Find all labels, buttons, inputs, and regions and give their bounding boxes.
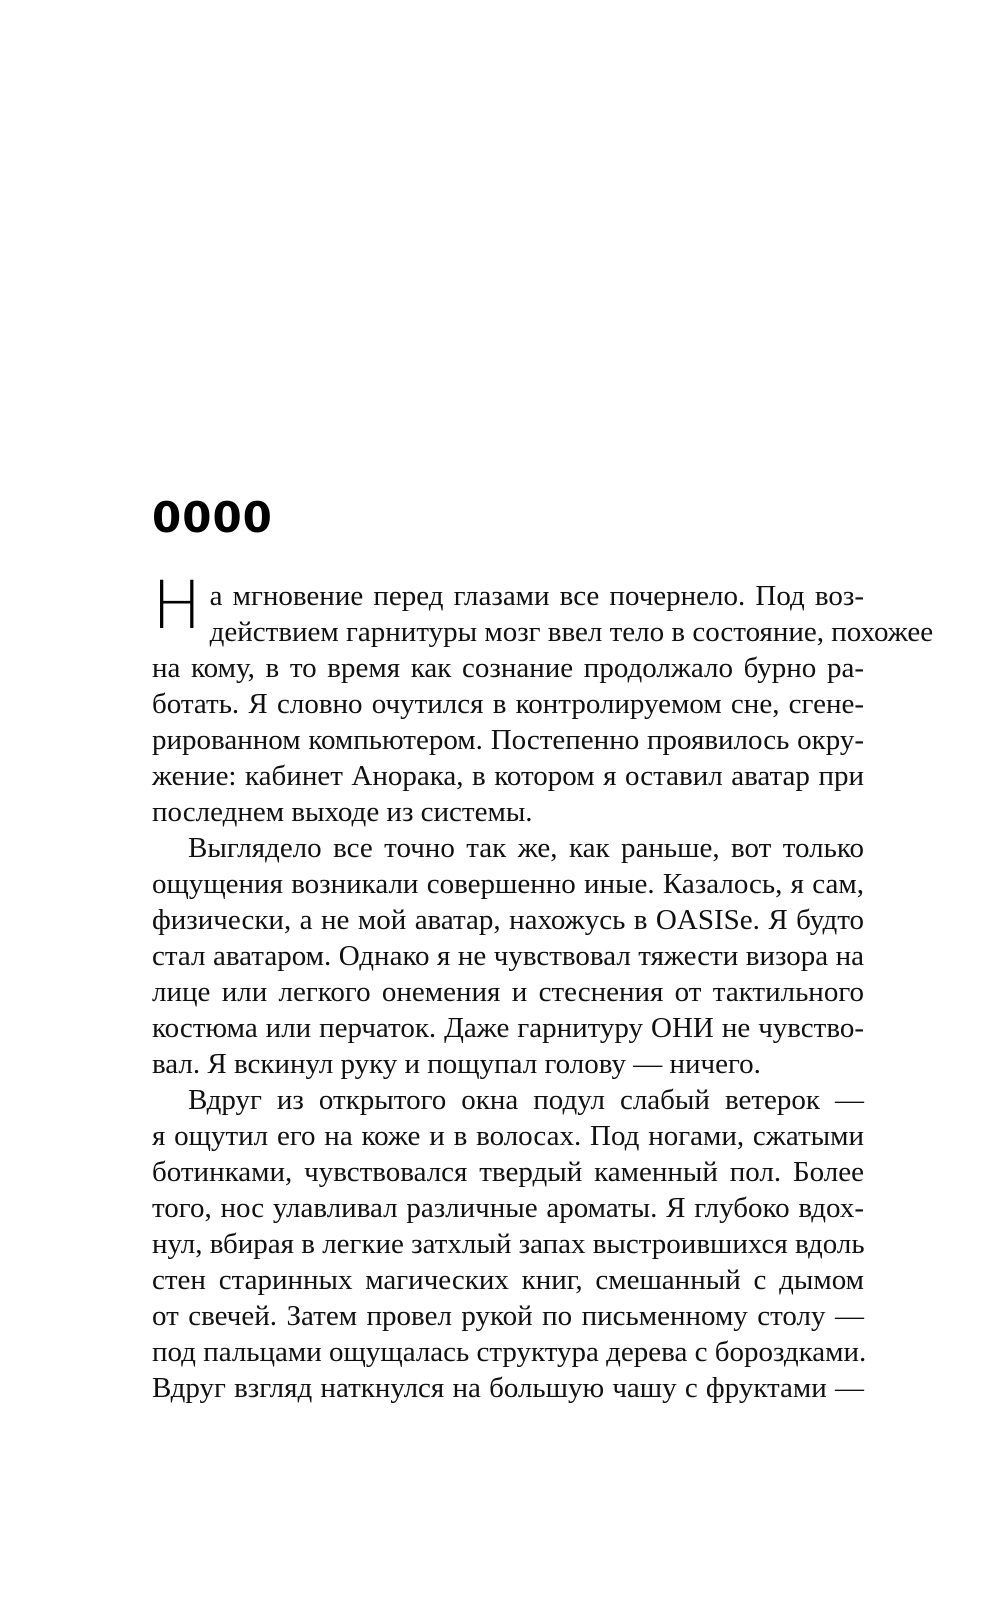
chapter-text: [152, 567, 934, 1406]
chapter-heading: 0000: [152, 493, 273, 542]
text-line: физически, а не мой аватар, нахожусь в OASISе. Я будто: [152, 904, 864, 936]
text-line: того, нос улавливал различные ароматы. Я глубоко вдох-: [152, 1192, 864, 1224]
text-line: стал аватаром. Однако я не чувствовал тяжести визора на: [152, 940, 864, 972]
text-line: на кому, в то время как сознание продолжало бурно ра-: [152, 652, 864, 684]
text-line: лице или легкого онемения и стеснения от тактильного: [152, 976, 864, 1008]
paragraph-1: [152, 567, 934, 830]
text-line: от свечей. Затем провел рукой по письменному столу —: [152, 1300, 864, 1332]
text-line: действием гарнитуры мозг ввел тело в состояние, похожее: [209, 616, 934, 648]
text-line: а мгновение перед глазами все почернело. Под воз-: [209, 580, 864, 612]
text-line: Вдруг из открытого окна подул слабый ветерок —: [188, 1084, 864, 1116]
text-line: последнем выходе из системы.: [152, 796, 533, 828]
text-line: ботать. Я словно очутился в контролируемом сне, сгене-: [152, 688, 864, 720]
text-line: я ощутил его на коже и в волосах. Под ногами, сжатыми: [152, 1120, 864, 1152]
text-line: костюма или перчаток. Даже гарнитуру ОНИ не чувство-: [152, 1012, 864, 1044]
text-line: ботинками, чувствовался твердый каменный пол. Более: [152, 1156, 864, 1188]
text-line: Вдруг взгляд наткнулся на большую чашу с фруктами —: [152, 1372, 864, 1404]
text-line: стен старинных магических книг, смешанный с дымом: [152, 1264, 864, 1296]
text-line: под пальцами ощущалась структура дерева с бороздками.: [152, 1336, 867, 1368]
text-line: рированном компьютером. Постепенно проявилось окру-: [152, 724, 864, 756]
text-line: ощущения возникали совершенно иные. Казалось, я сам,: [152, 868, 864, 900]
text-line: жение: кабинет Анорака, в котором я оставил аватар при: [152, 760, 864, 792]
text-line: Выглядело все точно так же, как раньше, вот только: [188, 832, 864, 864]
paragraph-2: [152, 830, 864, 1082]
text-line: нул, вбирая в легкие затхлый запах выстроившихся вдоль: [152, 1228, 865, 1260]
drop-cap: Н: [152, 567, 202, 644]
text-line: вал. Я вскинул руку и пощупал голову — ничего.: [152, 1048, 761, 1080]
paragraph-3: [152, 1082, 867, 1406]
